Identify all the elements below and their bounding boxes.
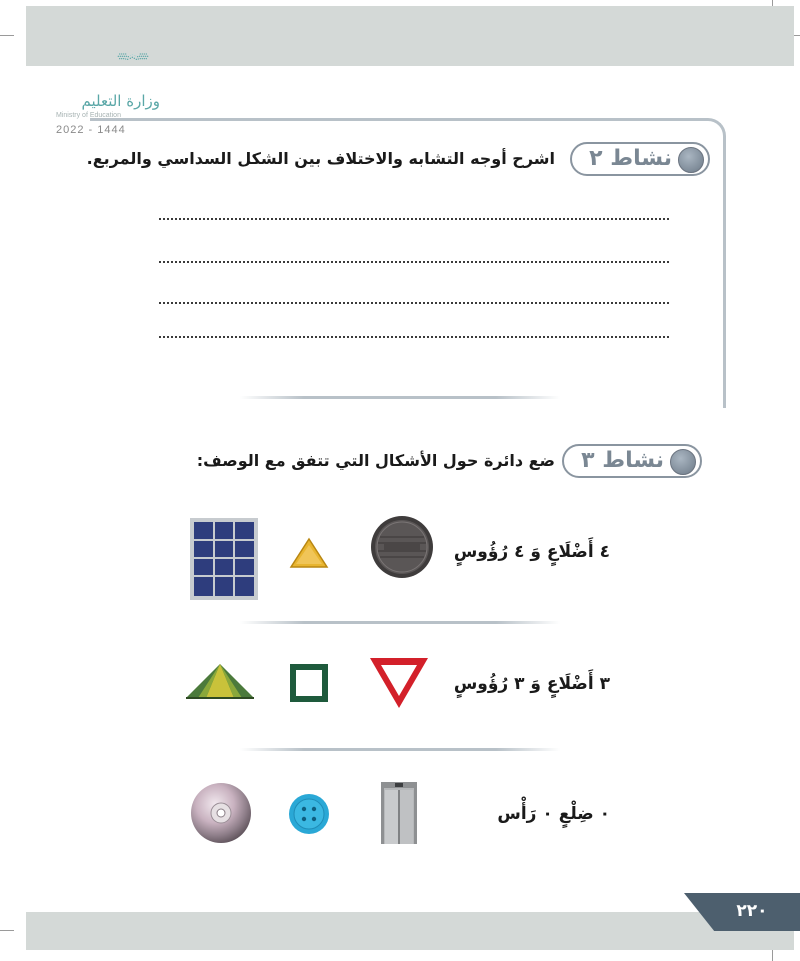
yield-sign-icon[interactable] <box>368 656 430 710</box>
activity-2-badge <box>570 142 710 176</box>
ministry-name-ar: وزارة التعليم <box>81 92 160 110</box>
row-divider-2 <box>240 748 560 751</box>
section-divider <box>240 396 560 399</box>
row-divider-1 <box>240 621 560 624</box>
activity-3-badge <box>562 444 702 478</box>
ministry-logo-icon <box>92 52 192 82</box>
tent-icon[interactable] <box>184 662 256 700</box>
badge-bullet-icon <box>670 449 696 475</box>
activity-3-badge-label: نشاط ٣ <box>581 448 664 473</box>
crop-mark-bl-h <box>0 930 14 931</box>
row-2-label: ٣ أَضْلَاعٍ وَ ٣ رُؤُوسٍ <box>453 674 610 694</box>
square-frame-icon[interactable] <box>289 663 329 703</box>
page-number: ٢٢٠ <box>736 901 768 921</box>
answer-line-4 <box>158 336 670 338</box>
activity-2-instruction: اشرح أوجه التشابه والاختلاف بين الشكل السداسي والمربع. <box>86 149 555 168</box>
answer-line-1 <box>158 218 670 220</box>
yellow-triangle-sign-icon[interactable] <box>289 537 329 571</box>
crop-mark-tl-h <box>0 35 14 36</box>
row-1-label: ٤ أَضْلَاعٍ وَ ٤ رُؤُوسٍ <box>453 542 610 562</box>
answer-line-2 <box>158 261 670 263</box>
button-icon[interactable] <box>288 793 330 835</box>
row-3-label: ٠ ضِلْعٍ ٠ رَأْس <box>497 804 610 824</box>
ministry-name-en: Ministry of Education <box>56 112 121 119</box>
manhole-cover-icon[interactable] <box>370 515 434 579</box>
cd-disc-icon[interactable] <box>190 782 252 844</box>
badge-bullet-icon <box>678 147 704 173</box>
activity-3-instruction: ضع دائرة حول الأشكال التي تتفق مع الوصف: <box>196 451 555 470</box>
elevator-icon[interactable] <box>381 782 417 844</box>
answer-line-3 <box>158 302 670 304</box>
solar-panel-icon[interactable] <box>190 518 258 600</box>
ministry-year: 2022 - 1444 <box>56 124 126 136</box>
bottom-band <box>26 912 794 950</box>
activity-2-badge-label: نشاط ٢ <box>589 146 672 171</box>
